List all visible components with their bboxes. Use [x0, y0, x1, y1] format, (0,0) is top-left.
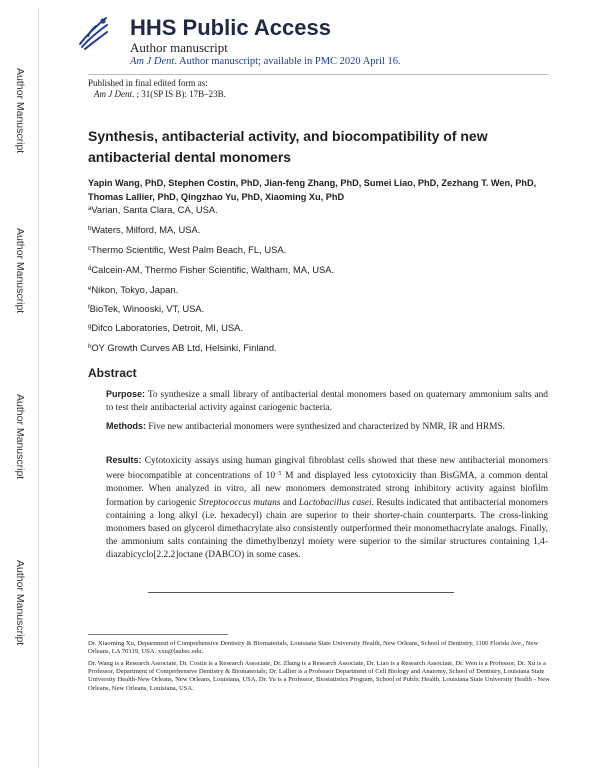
affiliation-text: OY Growth Curves AB Ltd, Helsinki, Finland. — [91, 342, 277, 353]
affiliation — [88, 204, 548, 215]
results-label: Results: — [106, 455, 142, 465]
affiliation — [88, 342, 548, 353]
affiliation-marker: h — [88, 344, 92, 350]
affiliation-marker: c — [88, 246, 91, 252]
hhs-eagle-logo-icon — [76, 14, 110, 50]
header-availability — [130, 56, 401, 67]
affiliation-marker: a — [88, 206, 92, 212]
results-text: . Results indicated that antibacterial monomers containing a long alkyl (i.e. hexadecyl) chain are superior to their shorter-chain counterparts. The cross-linking monomers based on glycerol dimethacrylate also consistently outperformed their monomethacrylate analogs. Finally, the ammonium salts containing the dimethylbenzyl moiety were superior to the similar structures containing 1,4-diazabicyclo[2.2.2]octane (DABCO) in some cases. — [106, 497, 548, 561]
sidebar-label-author-manuscript: Author Manuscript — [14, 228, 26, 314]
publication-citation — [88, 89, 226, 100]
species-name: Streptococcus mutans — [198, 497, 281, 508]
footnote-author-positions: Dr. Wang is a Research Associate, Dr. Costin is a Research Associate, Dr. Zhang is a Research Associate, Dr. Liao is a Research Associate, Dr. Wen is a Professor, Dr. Xu is a Professor, Department of Comprehensive Dentistry & Biomaterials; Dr. Lallier is a Professor Department of Cell Biology and Anatomy, School of Dentistry, Louisiana State University Health-New Orleans, New Orleans, Louisiana, USA. Dr. Yu is a Professor, Biostatistics Program, School of Public Health, Louisiana State University Health - New Orleans, New Orleans, Louisiana, USA. — [88, 660, 550, 692]
abstract-heading: Abstract — [88, 366, 137, 380]
sidebar-divider — [38, 8, 39, 768]
results-text: M and displayed less cytotoxicity than BisGMA, a common dental monomer. When analyzed in vitro, all new monomers demonstrated strong inhibitory activity against biofilm formation by cariogenic — [106, 471, 548, 508]
publication-journal: Am J Dent — [94, 89, 132, 99]
article-title: Synthesis, antibacterial activity, and biocompatibility of new antibacterial dental monomers — [88, 128, 488, 165]
article-authors: Yapin Wang, PhD, Stephen Costin, PhD, Jian-feng Zhang, PhD, Sumei Liao, PhD, Zezhang T. Wen, PhD, Thomas Lallier, PhD, Qingzhao Yu, PhD, Xiaoming Xu, PhD — [88, 178, 537, 202]
affiliation-marker: b — [88, 226, 92, 232]
header-title: HHS Public Access — [130, 15, 331, 40]
methods-label: Methods: — [106, 421, 146, 431]
species-name: Lactobacillus casei — [298, 497, 372, 508]
affiliation-text: Varian, Santa Clara, CA, USA. — [91, 204, 218, 215]
abstract-methods — [106, 420, 548, 434]
affiliation — [88, 303, 548, 314]
affiliation-text: Nikon, Tokyo, Japan. — [91, 284, 179, 295]
affiliation — [88, 322, 548, 333]
abstract-purpose — [106, 388, 548, 415]
publication-label: Published in final edited form as: — [88, 78, 208, 88]
affiliation — [88, 244, 548, 255]
header-journal[interactable]: Am J Dent — [130, 56, 175, 67]
methods-text: Five new antibacterial monomers were synthesized and characterized by NMR, IR and HRMS. — [148, 422, 506, 432]
affiliation-marker: f — [88, 305, 90, 311]
affiliation-text: Thermo Scientific, West Palm Beach, FL, USA. — [91, 244, 287, 255]
sidebar-label-author-manuscript: Author Manuscript — [14, 68, 26, 154]
affiliation-text: BioTek, Winooski, VT, USA. — [89, 303, 205, 314]
publication-volume: . ; 31(SP IS B): 17B–23B. — [132, 89, 226, 99]
affiliation-text: Waters, Milford, MA, USA. — [91, 224, 201, 235]
affiliation-marker: e — [88, 286, 92, 292]
purpose-label: Purpose: — [106, 389, 146, 399]
header-divider — [88, 74, 548, 75]
affiliation — [88, 224, 548, 235]
footnote-correspondence: Dr. Xiaoming Xu, Department of Comprehensive Dentistry & Biomaterials, Louisiana State University Health, New Orleans, School of Dentistry, 1100 Florida Ave., New Orleans, LA 70119, USA. xxu@lsuhsc.edu. — [88, 640, 539, 656]
affiliation-marker: d — [88, 266, 92, 272]
publication-info — [88, 78, 226, 100]
header-availability-text: . Author manuscript; available in PMC 2020 April 16. — [174, 56, 401, 67]
affiliation-text: Calcein-AM, Thermo Fisher Scientific, Waltham, MA, USA. — [91, 264, 335, 275]
affiliation — [88, 284, 548, 295]
results-text: Cytotoxicity assays using human gingival fibroblast cells showed that these new antibacterial monomers were biocompatible at concentrations of 10 — [106, 456, 549, 482]
header-subtitle: Author manuscript — [130, 40, 228, 55]
affiliation-text: Difco Laboratories, Detroit, MI, USA. — [91, 322, 243, 333]
footnote-divider — [88, 634, 228, 635]
affiliation — [88, 264, 548, 275]
purpose-text: To synthesize a small library of antibacterial dental monomers based on quaternary ammonium salts and to test their antibacterial activity against cariogenic bacteria. — [106, 390, 548, 414]
abstract-end-divider — [148, 592, 454, 593]
sidebar-label-author-manuscript: Author Manuscript — [14, 560, 26, 646]
results-exponent: −5 — [275, 471, 282, 478]
results-text: and — [280, 497, 299, 508]
affiliation-marker: g — [88, 324, 92, 330]
sidebar-label-author-manuscript: Author Manuscript — [14, 394, 26, 480]
abstract-results — [106, 454, 548, 563]
